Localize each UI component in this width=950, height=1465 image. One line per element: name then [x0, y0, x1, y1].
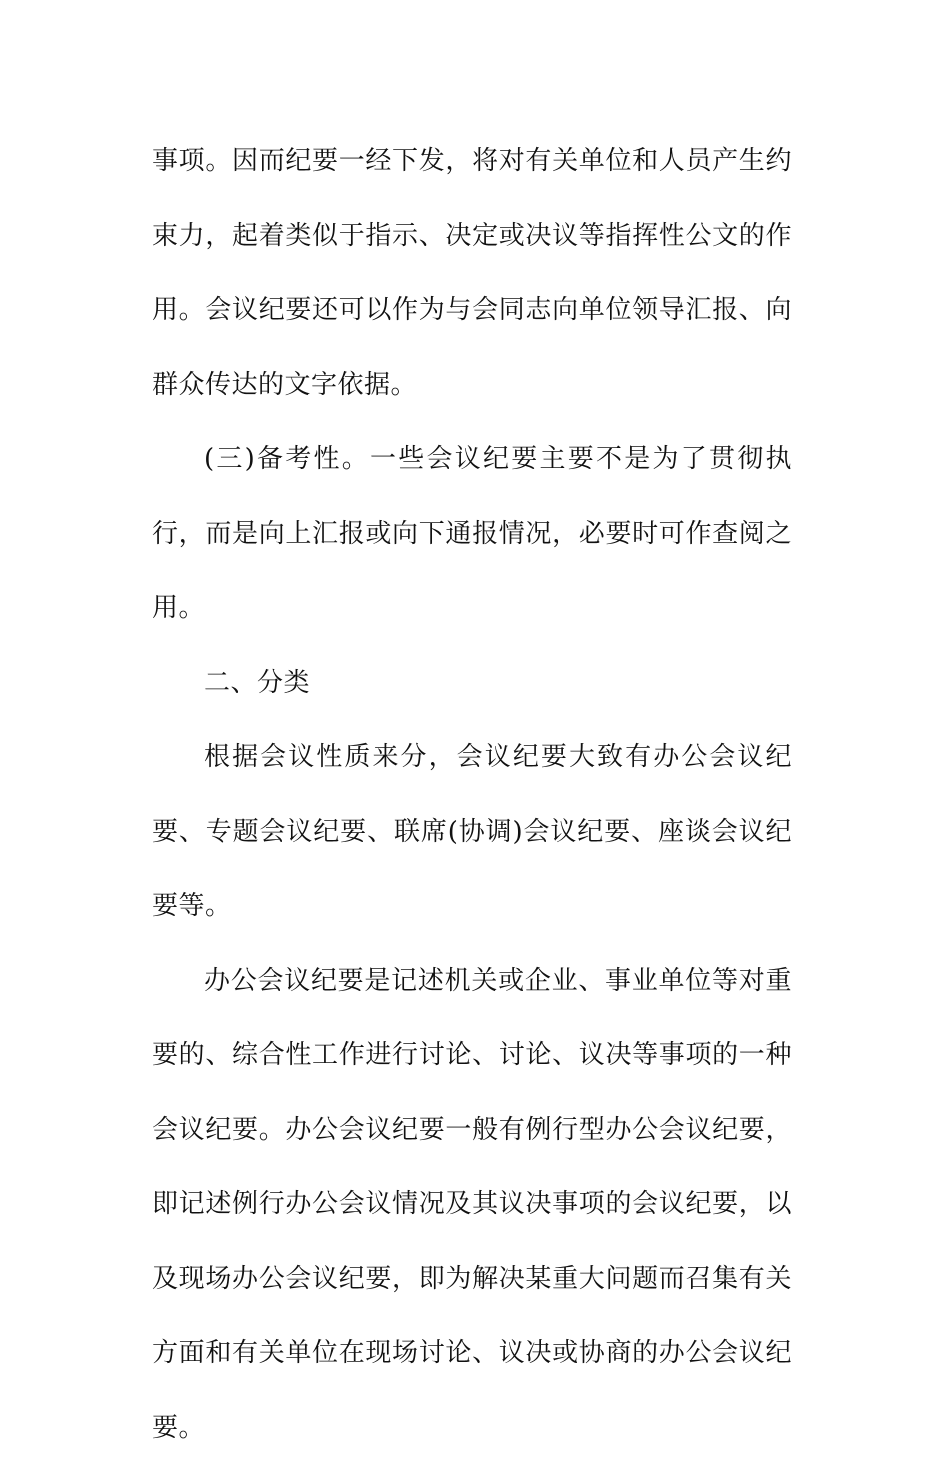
- paragraph-continuation: 事项。因而纪要一经下发，将对有关单位和人员产生约束力，起着类似于指示、决定或决议等指挥性公文的作用。会议纪要还可以作为与会同志向单位领导汇报、向群众传达的文字依据。: [152, 124, 792, 422]
- paragraph-reference-nature: (三)备考性。一些会议纪要主要不是为了贯彻执行，而是向上汇报或向下通报情况，必要时可作查阅之用。: [152, 422, 792, 646]
- paragraph-classification-overview: 根据会议性质来分，会议纪要大致有办公会议纪要、专题会议纪要、联席(协调)会议纪要、座谈会议纪要等。: [152, 720, 792, 944]
- paragraph-office-meeting-minutes: 办公会议纪要是记述机关或企业、事业单位等对重要的、综合性工作进行讨论、讨论、议决等事项的一种会议纪要。办公会议纪要一般有例行型办公会议纪要，即记述例行办公会议情况及其议决事项的会议纪要，以及现场办公会议纪要，即为解决某重大问题而召集有关方面和有关单位在现场讨论、议决或协商的办公会议纪要。: [152, 944, 792, 1465]
- document-body: [152, 124, 792, 1465]
- section-heading-classification: 二、分类: [152, 646, 792, 721]
